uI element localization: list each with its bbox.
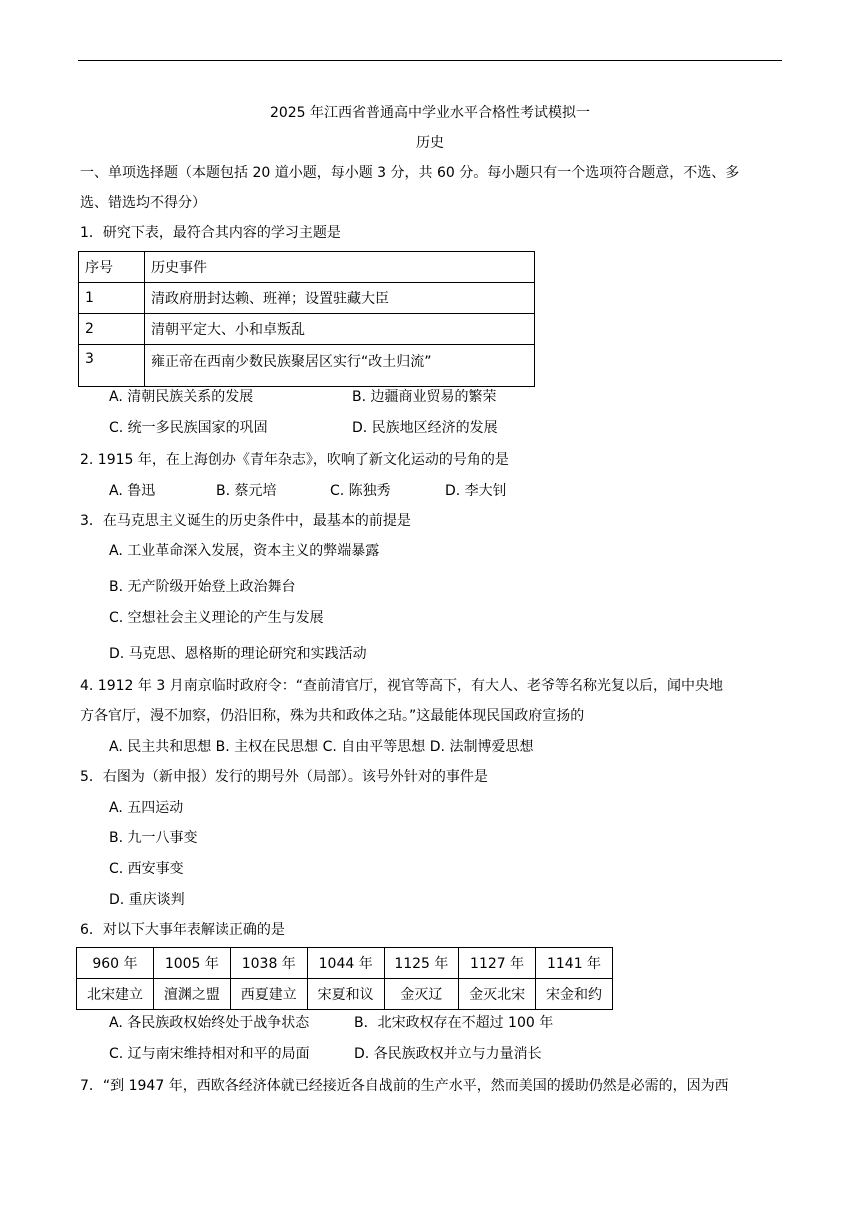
q2-option-c[interactable]: C. 陈独秀	[330, 483, 391, 499]
table-cell: 雍正帝在西南少数民族聚居区实行“改土归流”	[145, 345, 535, 387]
q3-option-d[interactable]: D. 马克思、恩格斯的理论研究和实践活动	[109, 646, 367, 662]
q1-option-b[interactable]: B. 边疆商业贸易的繁荣	[352, 389, 497, 405]
q6-option-c[interactable]: C. 辽与南宋维持相对和平的局面	[109, 1046, 310, 1062]
table-cell: 北宋建立	[77, 979, 154, 1010]
table-cell: 金灭辽	[384, 979, 459, 1010]
table-cell: 宋夏和议	[307, 979, 384, 1010]
table-cell: 1038 年	[230, 948, 307, 979]
header-rule	[78, 60, 782, 61]
section-heading-cont: 选、错选均不得分）	[80, 195, 206, 211]
q2-option-b[interactable]: B. 蔡元培	[216, 483, 277, 499]
q3-option-a[interactable]: A. 工业革命深入发展，资本主义的弊端暴露	[109, 543, 380, 559]
q3-stem: 3．在马克思主义诞生的历史条件中，最基本的前提是	[80, 513, 411, 529]
q5-option-b[interactable]: B. 九一八事变	[109, 830, 198, 846]
q6-stem: 6．对以下大事年表解读正确的是	[80, 922, 285, 938]
q1-header-index: 序号	[79, 252, 145, 283]
q1-option-d[interactable]: D. 民族地区经济的发展	[352, 420, 498, 436]
q1-option-c[interactable]: C. 统一多民族国家的巩固	[109, 420, 268, 436]
table-cell: 2	[79, 314, 145, 345]
exam-title: 2025 年江西省普通高中学业水平合格性考试模拟一	[269, 105, 591, 121]
q5-option-a[interactable]: A. 五四运动	[109, 800, 184, 816]
q5-stem: 5．右图为（新申报）发行的期号外（局部）。该号外针对的事件是	[80, 769, 488, 785]
q2-stem: 2. 1915 年，在上海创办《青年杂志》，吹响了新文化运动的号角的是	[80, 452, 509, 468]
table-cell: 1125 年	[384, 948, 459, 979]
subject-title: 历史	[416, 135, 444, 151]
table-cell: 1127 年	[459, 948, 536, 979]
table-cell: 金灭北宋	[459, 979, 536, 1010]
q5-option-c[interactable]: C. 西安事变	[109, 861, 184, 877]
q7-stem: 7．“到 1947 年，西欧各经济体就已经接近各自战前的生产水平，然而美国的援助仍然是必需的，因为西	[80, 1078, 729, 1094]
q4-stem-cont: 方各官厅，漫不加察，仍沿旧称，殊为共和政体之玷。”这最能体现民国政府宣扬的	[80, 708, 585, 724]
q5-option-d[interactable]: D. 重庆谈判	[109, 892, 185, 908]
q2-option-d[interactable]: D. 李大钊	[445, 483, 507, 499]
q6-timeline-table	[76, 947, 613, 1010]
q1-stem: 1．研究下表，最符合其内容的学习主题是	[80, 225, 341, 241]
q6-option-a[interactable]: A. 各民族政权始终处于战争状态	[109, 1015, 310, 1031]
table-cell: 澶渊之盟	[153, 979, 230, 1010]
q4-stem: 4. 1912 年 3 月南京临时政府令：“查前清官厅，视官等高下，有大人、老爷等名称光复以后，闻中央地	[80, 678, 723, 694]
table-cell: 宋金和约	[536, 979, 613, 1010]
q2-option-a[interactable]: A. 鲁迅	[109, 483, 156, 499]
q4-options[interactable]: A. 民主共和思想 B. 主权在民思想 C. 自由平等思想 D. 法制博爱思想	[109, 739, 534, 755]
table-cell: 1141 年	[536, 948, 613, 979]
table-cell: 西夏建立	[230, 979, 307, 1010]
table-cell: 1005 年	[153, 948, 230, 979]
table-cell: 清朝平定大、小和卓叛乱	[145, 314, 535, 345]
table-cell: 1	[79, 283, 145, 314]
q6-option-b[interactable]: B．北宋政权存在不超过 100 年	[354, 1015, 554, 1031]
q1-header-event: 历史事件	[145, 252, 535, 283]
table-cell: 960 年	[77, 948, 154, 979]
table-cell: 1044 年	[307, 948, 384, 979]
q6-option-d[interactable]: D. 各民族政权并立与力量消长	[354, 1046, 542, 1062]
q3-option-c[interactable]: C. 空想社会主义理论的产生与发展	[109, 610, 324, 626]
q1-table	[78, 251, 535, 387]
section-heading: 一、单项选择题（本题包括 20 道小题，每小题 3 分，共 60 分。每小题只有一个选项符合题意，不选、多	[80, 165, 740, 181]
table-cell: 清政府册封达赖、班禅；设置驻藏大臣	[145, 283, 535, 314]
q3-option-b[interactable]: B. 无产阶级开始登上政治舞台	[109, 579, 296, 595]
q1-option-a[interactable]: A. 清朝民族关系的发展	[109, 389, 254, 405]
table-cell: 3	[79, 345, 145, 387]
